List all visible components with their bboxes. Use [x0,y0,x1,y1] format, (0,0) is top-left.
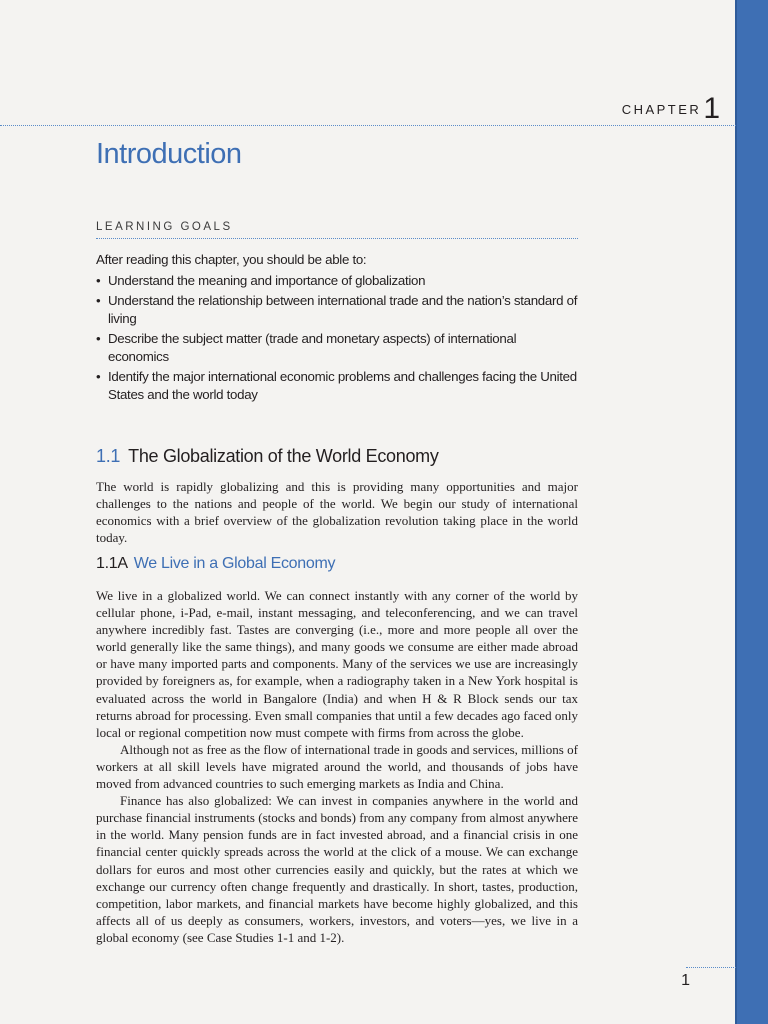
body-paragraph: We live in a globalized world. We can connect instantly with any corner of the world by cellular phone, i-Pad, e-mail, instant messaging, and teleconferencing, and we can travel anywhere incredibly fast. Tastes are converging (i.e., more and more people all over the world generally like the same things), and many goods we consume are either made abroad or have many imported parts and components. Many of the services we use are increasingly provided by foreigners as, for example, when a radiography taken in a New York hospital is evaluated across the world in Bangalore (India) and when H & R Block sends our tax returns abroad for processing. Even small companies that until a few decades ago faced only local or regional competition now must compete with firms from across the globe. [96,588,578,740]
bullet-icon: • [96,331,101,346]
learning-goals-heading: LEARNING GOALS [96,218,578,239]
section-heading [96,446,439,467]
subsection-body [96,587,578,946]
page-number-rule [686,967,736,968]
side-color-bar [735,0,768,1024]
learning-goal-text: Understand the relationship between international trade and the nation’s standard of living [108,293,578,326]
subsection-heading [96,555,335,573]
section-paragraph: The world is rapidly globalizing and this is providing many opportunities and major challenges to the nations and people of the world. We begin our study of international economics with a brief overview of the globalization revolution taking place in the world today. [96,479,578,546]
subsection-title: We Live in a Global Economy [133,555,336,572]
learning-goal-text: Describe the subject matter (trade and monetary aspects) of international economics [108,331,517,364]
body-paragraph: Although not as free as the flow of international trade in goods and services, millions of workers at all skill levels have migrated around the world, and thousands of jobs have moved from advanced countries to such emerging markets as India and China. [96,741,578,792]
learning-goal-item [96,272,578,290]
learning-goal-item [96,368,578,404]
chapter-number: 1 [703,92,720,125]
learning-goals-list [96,272,578,404]
page-number: 1 [681,972,690,989]
learning-goal-text: Understand the meaning and importance of globalization [108,273,426,288]
section-number: 1.1 [96,446,121,466]
learning-goal-item [96,330,578,366]
body-paragraph: Finance has also globalized: We can invest in companies anywhere in the world and purchase financial instruments (stocks and bonds) from any company from almost anywhere in the world. Many pension funds are in fact invested abroad, and a financial crisis in one financial center quickly spreads across the world at the click of a mouse. We can exchange dollars for euros and most other currencies easily and quickly, but the rates at which we exchange our currency often change frequently and drastically. In short, tastes, production, competition, labor markets, and financial markets have become highly globalized, and this affects all of us deeply as consumers, workers, investors, and voters—yes, we live in a global economy (see Case Studies 1-1 and 1-2). [96,793,578,945]
learning-goals-intro: After reading this chapter, you should be able to: [96,252,367,267]
chapter-label [622,92,720,126]
chapter-title: Introduction [96,138,242,170]
learning-goals [96,218,578,406]
chapter-label-text: CHAPTER [621,102,702,117]
learning-goal-item [96,292,578,328]
learning-goal-text: Identify the major international economic problems and challenges facing the United States and the world today [108,369,577,402]
bullet-icon: • [96,273,101,288]
subsection-number: 1.1A [96,555,128,572]
section-title: The Globalization of the World Economy [128,446,439,466]
bullet-icon: • [96,369,101,384]
bullet-icon: • [96,293,101,308]
